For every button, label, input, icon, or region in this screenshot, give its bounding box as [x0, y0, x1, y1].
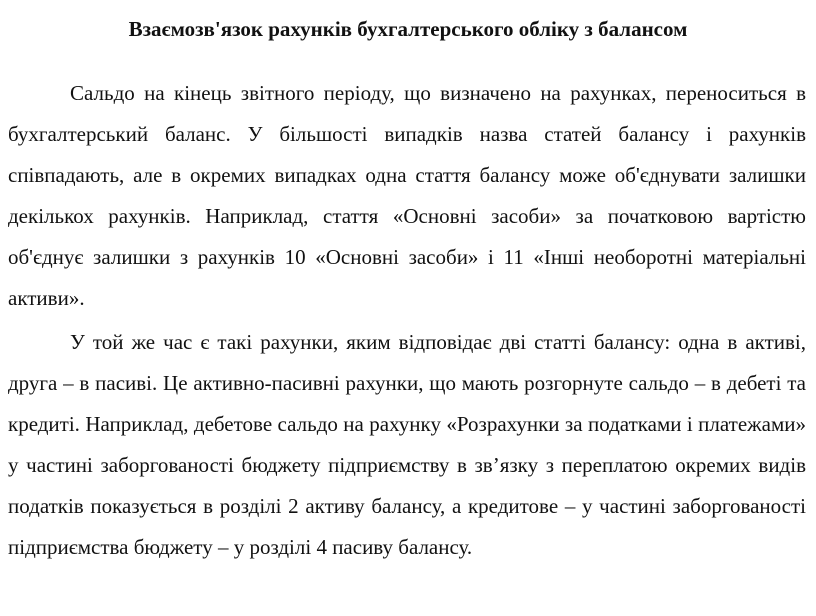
paragraph-active-passive-accounts: У той же час є такі рахунки, яким відповідає дві статті балансу: одна в активі, друга – в пасиві. Це активно-пасивні рахунки, що мають розгорнуте сальдо – в дебеті та кредиті. Наприклад, дебетове сальдо на рахунку «Розрахунки за податками і платежами» у частині заборгованості бюджету підприємству в зв’язку з переплатою окремих видів податків показується в розділі 2 активу балансу, а кредитове – у частині заборгованості підприємства бюджету – у розділі 4 пасиву балансу. — [8, 330, 806, 559]
paragraph-balance-transfer: Сальдо на кінець звітного періоду, що визначено на рахунках, переноситься в бухгалтерський баланс. У більшості випадків назва статей балансу і рахунків співпадають, але в окремих випадках одна стаття балансу може об'єднувати залишки декількох рахунків. Наприклад, стаття «Основні засоби» за початковою вартістю об'єднує залишки з рахунків 10 «Основні засоби» і 11 «Інші необоротні матеріальні активи». — [8, 81, 806, 310]
document-title: Взаємозв'язок рахунків бухгалтерського обліку з балансом — [128, 17, 688, 41]
